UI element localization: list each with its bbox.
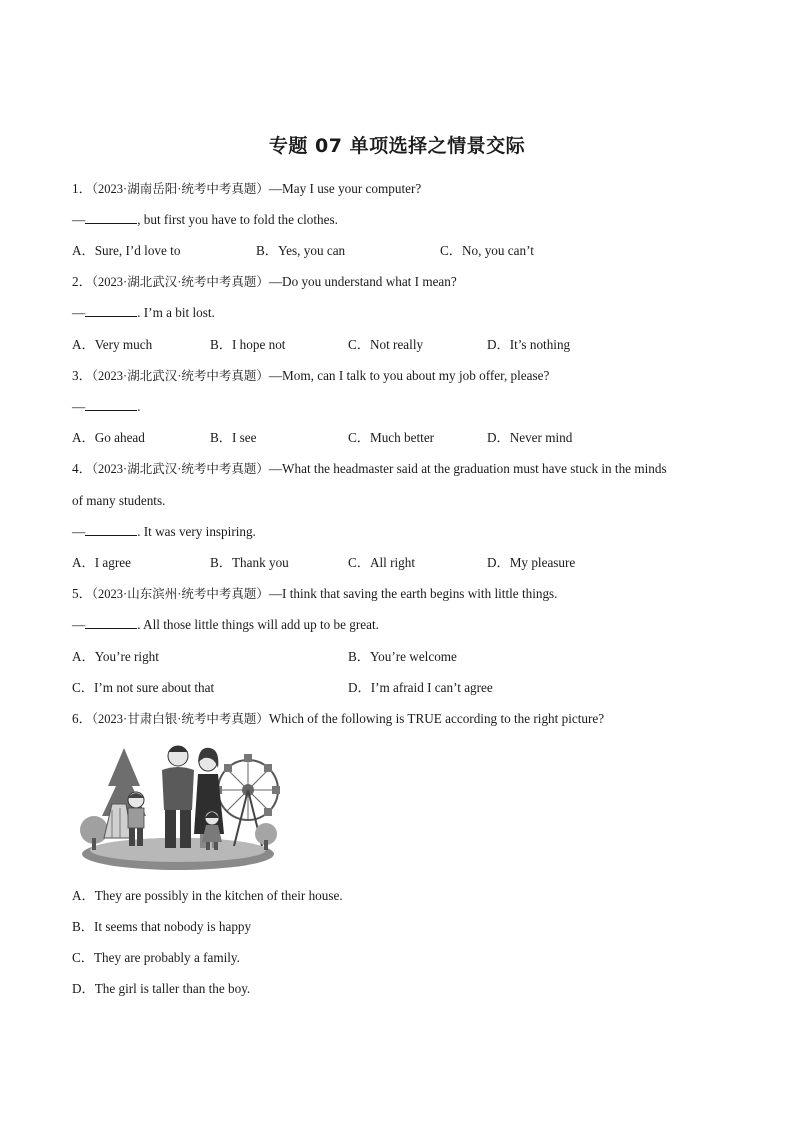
option-d: D．I’m afraid I can’t agree	[348, 680, 493, 695]
question-text: —Do you understand what I mean?	[268, 274, 457, 289]
option-c: C．Not really	[348, 337, 424, 352]
question-number: 5．	[72, 586, 92, 601]
question-source: （2023·甘肃白银·统考中考真题）	[91, 712, 269, 726]
question-3-stem	[72, 368, 549, 384]
question-text: —Mom, can I talk to you about my job offer, please?	[268, 368, 550, 383]
option-a: A．I agree	[72, 555, 131, 570]
reply-text: , but first you have to fold the clothes.	[137, 212, 338, 227]
option-d: D．My pleasure	[487, 555, 576, 570]
question-number: 6．	[72, 711, 92, 726]
reply-text: . It was very inspiring.	[137, 524, 256, 539]
answer-blank	[85, 617, 137, 629]
option-a: A．Sure, I’d love to	[72, 243, 181, 258]
option-b: B．I hope not	[210, 337, 286, 352]
family-park-illustration	[74, 738, 280, 872]
option-a: A．Go ahead	[72, 430, 145, 445]
answer-blank	[85, 305, 137, 317]
option-c: C．They are probably a family.	[72, 950, 240, 965]
option-d: D．The girl is taller than the boy.	[72, 981, 251, 996]
option-c: C．All right	[348, 555, 416, 570]
question-4-reply	[72, 524, 256, 540]
question-source: （2023·湖北武汉·统考中考真题）	[91, 275, 269, 289]
question-4-stem-cont: of many students.	[72, 493, 166, 508]
page-title: 专题 07 单项选择之情景交际	[268, 135, 526, 157]
question-6-stem	[72, 711, 604, 727]
option-c: C．No, you can’t	[440, 243, 534, 258]
question-number: 3．	[72, 368, 92, 383]
dash: —	[72, 617, 86, 632]
option-c: C．Much better	[348, 430, 435, 445]
question-5-reply	[72, 617, 379, 633]
question-4-stem	[72, 461, 667, 477]
option-b: B．I see	[210, 430, 257, 445]
reply-text: . All those little things will add up to be great.	[137, 617, 379, 632]
boy-body	[128, 808, 144, 828]
answer-blank	[85, 212, 137, 224]
question-source: （2023·湖南岳阳·统考中考真题）	[91, 182, 269, 196]
question-source: （2023·湖北武汉·统考中考真题）	[91, 462, 269, 476]
question-text: —I think that saving the earth begins with little things.	[268, 586, 558, 601]
question-text: —What the headmaster said at the graduation must have stuck in the minds	[268, 461, 667, 476]
dash: —	[72, 305, 86, 320]
question-3-reply	[72, 399, 140, 415]
option-a: A．Very much	[72, 337, 153, 352]
question-source: （2023·山东滨州·统考中考真题）	[91, 587, 269, 601]
dash: —	[72, 399, 86, 414]
question-number: 1．	[72, 181, 92, 196]
option-b: B．You’re welcome	[348, 649, 457, 664]
option-a: A．They are possibly in the kitchen of their house.	[72, 888, 343, 903]
option-b: B．It seems that nobody is happy	[72, 919, 252, 934]
answer-blank	[85, 524, 137, 536]
question-2-stem	[72, 274, 457, 290]
option-a: A．You’re right	[72, 649, 159, 664]
answer-blank	[85, 399, 137, 411]
option-b: B．Yes, you can	[256, 243, 346, 258]
option-b: B．Thank you	[210, 555, 289, 570]
question-number: 2．	[72, 274, 92, 289]
option-c: C．I’m not sure about that	[72, 680, 215, 695]
option-d: D．Never mind	[487, 430, 573, 445]
reply-text: . I’m a bit lost.	[137, 305, 215, 320]
question-text: Which of the following is TRUE according to the right picture?	[268, 711, 605, 726]
question-2-reply	[72, 305, 215, 321]
father-body	[162, 767, 194, 810]
reply-text: .	[137, 399, 141, 414]
question-1-stem	[72, 181, 421, 197]
dash: —	[72, 524, 86, 539]
dash: —	[72, 212, 86, 227]
option-d: D．It’s nothing	[487, 337, 571, 352]
question-1-reply	[72, 212, 338, 228]
question-text: —May I use your computer?	[268, 181, 422, 196]
question-number: 4．	[72, 461, 92, 476]
question-source: （2023·湖北武汉·统考中考真题）	[91, 369, 269, 383]
question-5-stem	[72, 586, 557, 602]
